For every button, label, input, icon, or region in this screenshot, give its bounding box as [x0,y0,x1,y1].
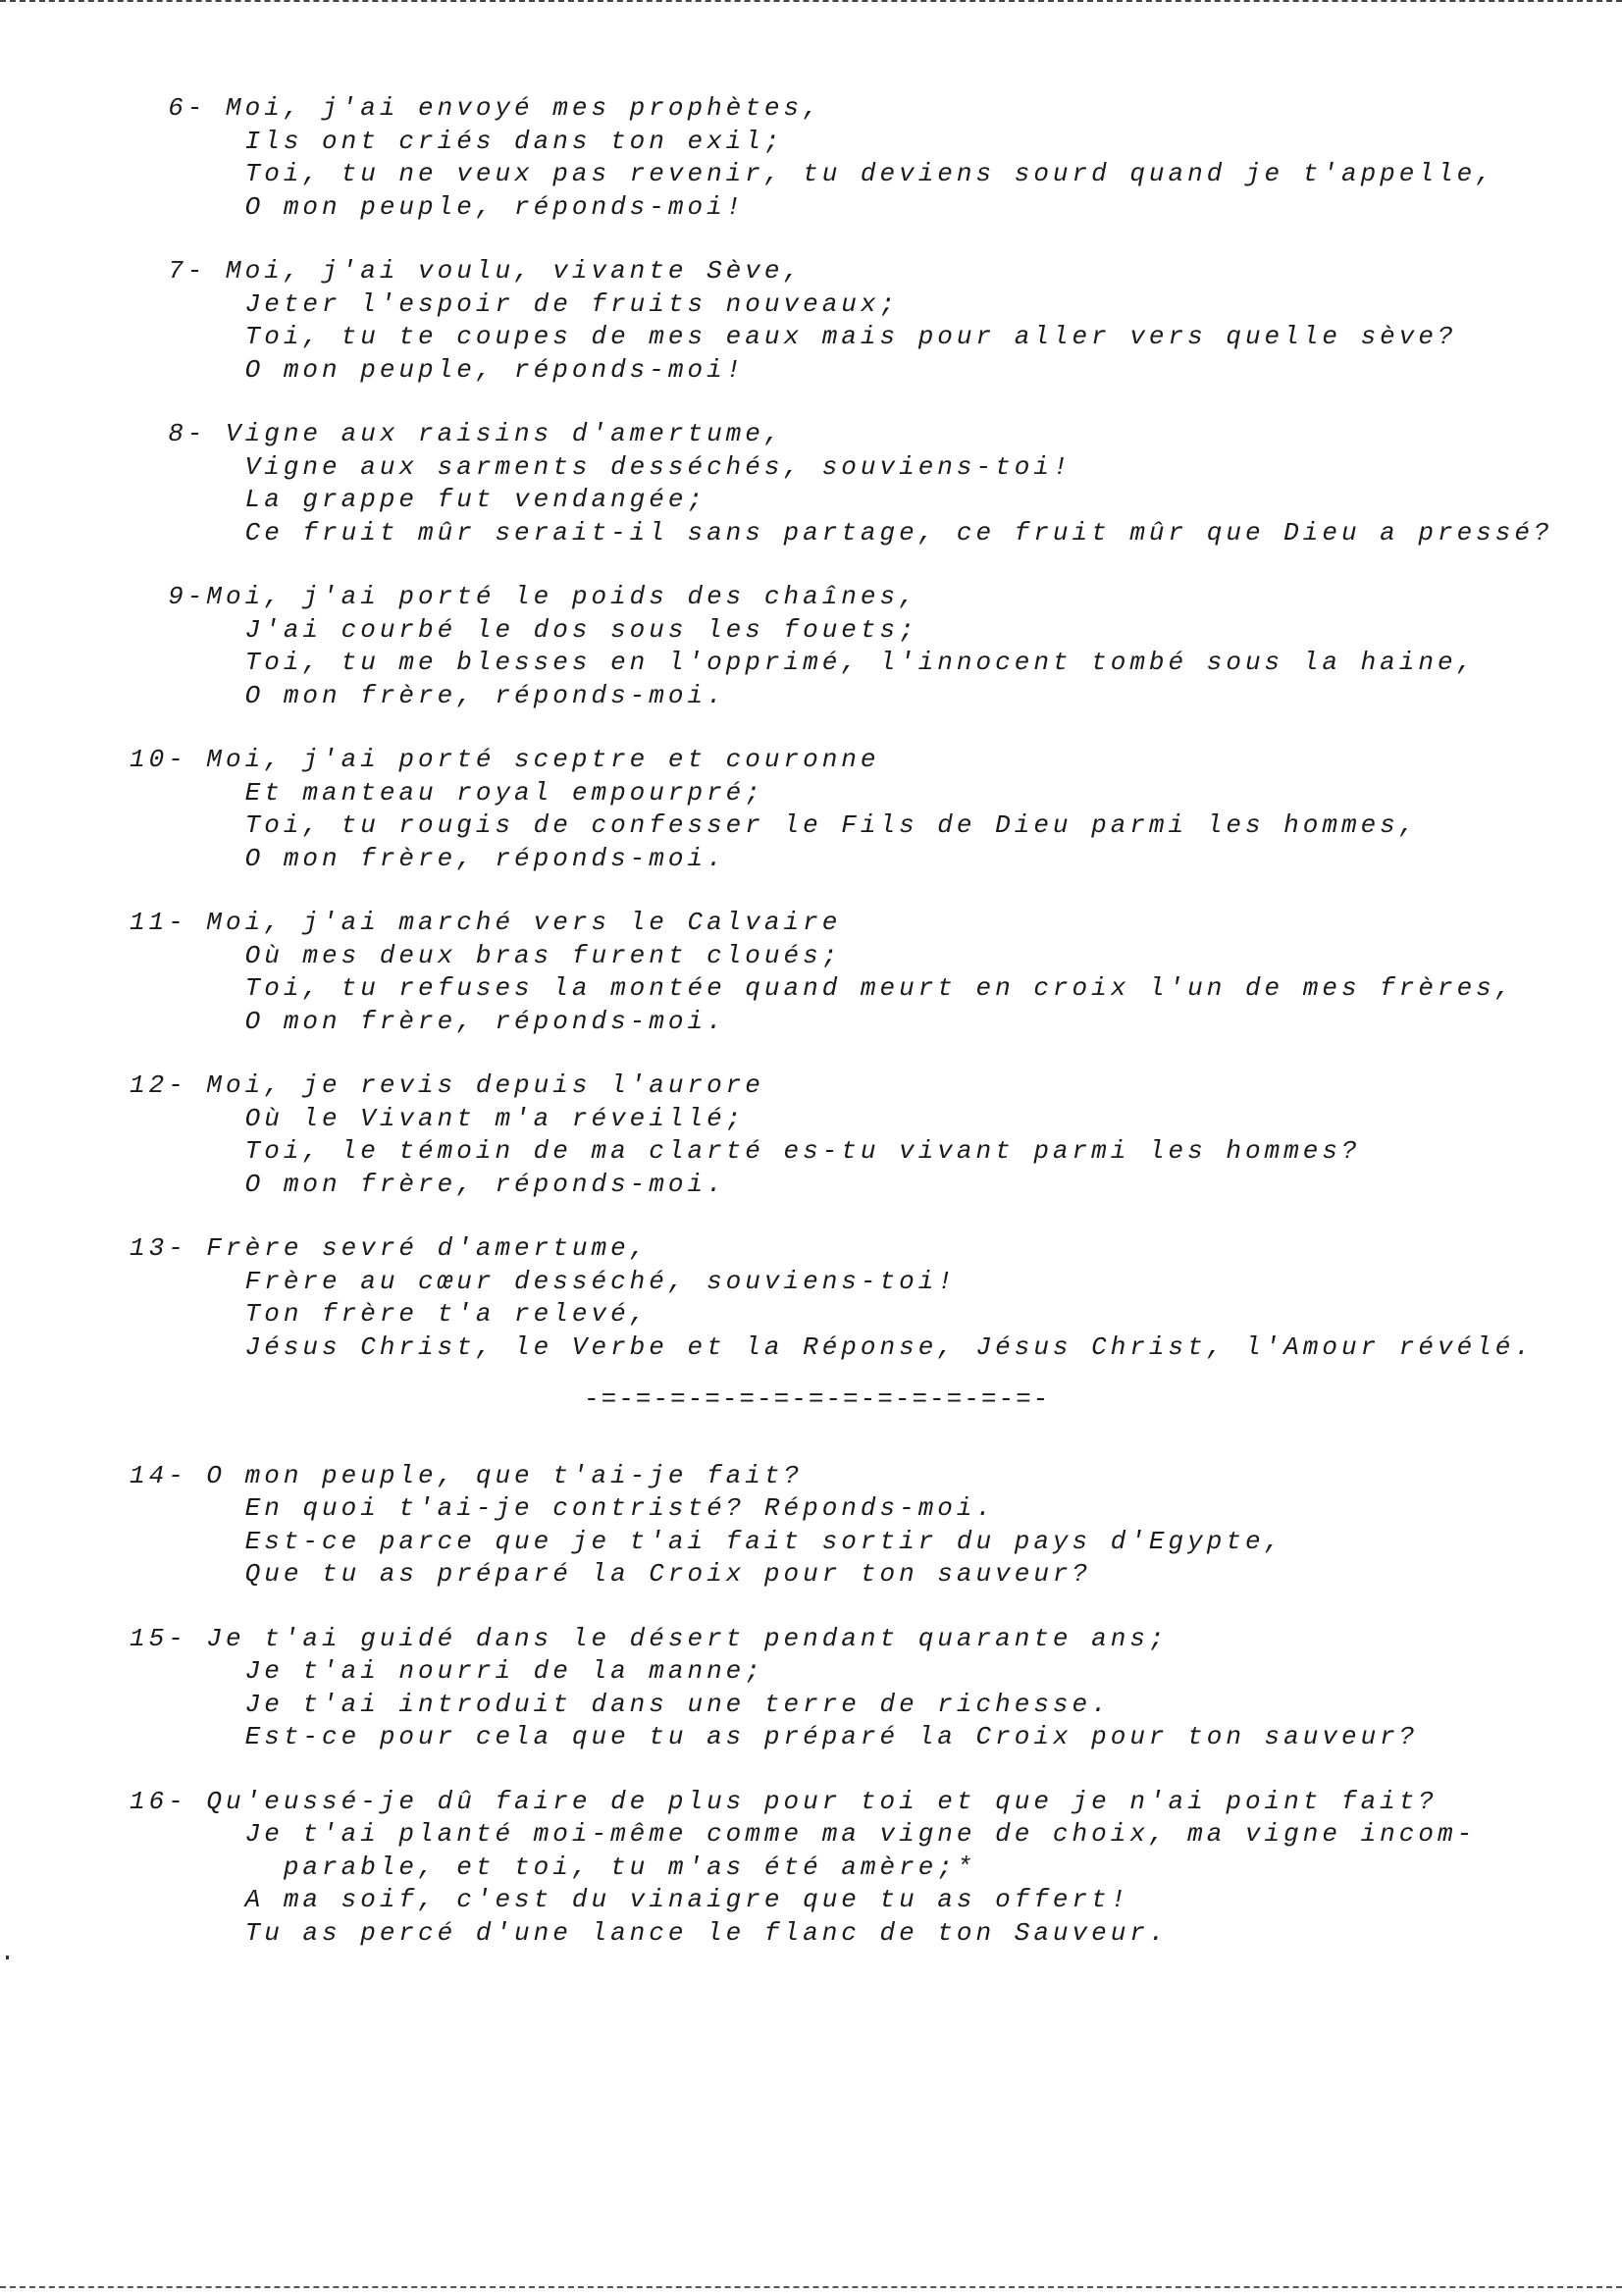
stanza-line: 14- O mon peuple, que t'ai-je fait? [130,1460,804,1490]
stanza-line: Ce fruit mûr serait-il sans partage, ce fruit mûr que Dieu a pressé? [130,517,1553,548]
top-scan-rule [0,0,1622,6]
stanza-line: Tu as percé d'une lance le flanc de ton Sauveur. [130,1917,1169,1948]
stanza-line: Frère au cœur desséché, souviens-toi! [130,1266,957,1296]
stanza-line: Que tu as préparé la Croix pour ton sauveur? [130,1559,1092,1589]
stanza-line: Je t'ai introduit dans une terre de richesse. [130,1689,1111,1719]
stanza-line: Toi, tu me blesses en l'opprimé, l'innocent tombé sous la haine, [130,648,1477,677]
stanza-line: Toi, tu refuses la montée quand meurt en croix l'un de mes frères, [130,973,1515,1003]
stanza-line: En quoi t'ai-je contristé? Réponds-moi. [130,1493,996,1523]
stanza-line: Toi, tu te coupes de mes eaux mais pour aller vers quelle sève? [130,322,1457,351]
stanza-line: Toi, tu ne veux pas revenir, tu deviens sourd quand je t'appelle, [130,159,1495,188]
stanza-line: O mon frère, réponds-moi. [130,680,726,710]
stanza-line: Où le Vivant m'a réveillé; [130,1103,746,1133]
stanza-line: 11- Moi, j'ai marché vers le Calvaire [130,908,842,937]
stanza-8 [130,418,1601,549]
stanza-15 [130,1623,1601,1754]
lyrics-text-block [130,92,1601,1981]
stanza-line: O mon frère, réponds-moi. [130,1169,726,1199]
stanza-line: Vigne aux sarments desséchés, souviens-toi! [130,451,1073,482]
stanza-line: Toi, le témoin de ma clarté es-tu vivant parmi les hommes? [130,1136,1361,1166]
stanza-line: La grappe fut vendangée; [130,485,707,514]
stanza-9 [130,581,1601,712]
stanza-line: O mon frère, réponds-moi. [130,1006,726,1036]
stanza-line: 9-Moi, j'ai porté le poids des chaînes, [130,582,918,611]
stanza-line: O mon peuple, réponds-moi! [130,354,746,385]
stanza-line: 12- Moi, je revis depuis l'aurore [130,1070,764,1100]
stanza-line: Je t'ai nourri de la manne; [130,1656,764,1686]
stanza-line: Où mes deux bras furent cloués; [130,940,842,970]
stanza-line: O mon frère, réponds-moi. [130,843,726,873]
stanza-line: Ton frère t'a relevé, [130,1299,650,1329]
stanza-line: 16- Qu'eussé-je dû faire de plus pour toi et que je n'ai point fait? [130,1786,1438,1816]
stanza-line: Jeter l'espoir de fruits nouveaux; [130,288,900,319]
stanza-line: O mon peuple, réponds-moi! [130,191,746,222]
stanza-line: Et manteau royal empourpré; [130,777,764,808]
stanza-line: J'ai courbé le dos sous les fouets; [130,614,918,645]
section-separator: -=-=-=-=-=-=-=-=-=-=-=-=-=- [584,1384,1051,1414]
stanza-12 [130,1070,1601,1201]
stanza-line: 7- Moi, j'ai voulu, vivante Sève, [130,256,804,286]
stanza-line: Ils ont criés dans ton exil; [130,126,784,156]
bottom-scan-rule [0,2286,1622,2288]
stanza-14 [130,1460,1601,1592]
stanza-10 [130,744,1601,875]
stanza-6 [130,92,1601,224]
stanza-line: parable, et toi, tu m'as été amère;* [130,1852,976,1882]
stanza-11 [130,907,1601,1038]
margin-mark [6,1956,9,1959]
stanza-line: Jésus Christ, le Verbe et la Réponse, Jésus Christ, l'Amour révélé. [130,1331,1534,1362]
stanza-line: A ma soif, c'est du vinaigre que tu as offert! [130,1885,1130,1914]
stanza-line: Est-ce pour cela que tu as préparé la Croix pour ton sauveur? [130,1722,1419,1751]
stanza-line: 6- Moi, j'ai envoyé mes prophètes, [130,93,822,123]
stanza-line: Est-ce parce que je t'ai fait sortir du pays d'Egypte, [130,1526,1284,1556]
stanza-line: Toi, tu rougis de confesser le Fils de Dieu parmi les hommes, [130,810,1419,840]
stanza-7 [130,255,1601,387]
stanza-line: 15- Je t'ai guidé dans le désert pendant quarante ans; [130,1623,1169,1653]
stanza-line: 10- Moi, j'ai porté sceptre et couronne [130,745,880,774]
stanza-16 [130,1786,1601,1951]
stanza-line: Je t'ai planté moi-même comme ma vigne de choix, ma vigne incom- [130,1819,1477,1849]
stanza-13 [130,1232,1601,1364]
stanza-line: 8- Vigne aux raisins d'amertume, [130,419,784,448]
stanza-line: 13- Frère sevré d'amertume, [130,1233,650,1263]
